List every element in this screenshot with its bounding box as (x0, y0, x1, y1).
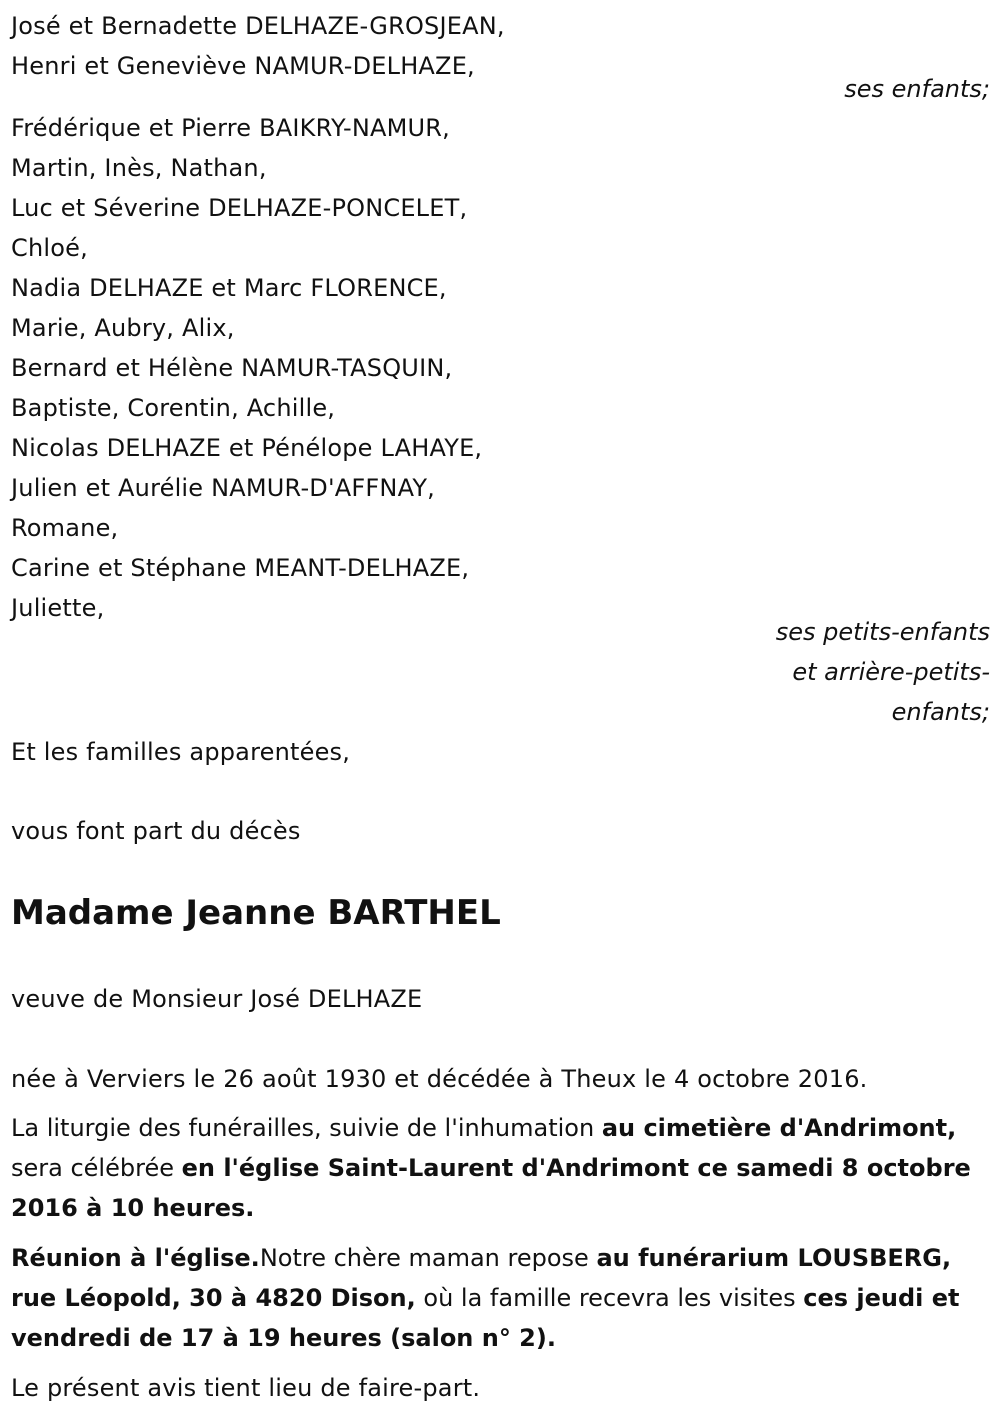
grandchildren-line-2: Martin, Inès, Nathan, (11, 154, 267, 182)
grandchildren-caption-1: ses petits-enfants (775, 618, 990, 646)
closing-note: Le présent avis tient lieu de faire-part. (11, 1374, 481, 1402)
grandchildren-line-9: Nicolas DELHAZE et Pénélope LAHAYE, (11, 434, 483, 462)
funeral-text-2: sera célébrée (11, 1154, 182, 1182)
grandchildren-line-6: Marie, Aubry, Alix, (11, 314, 235, 342)
deceased-name: Madame Jeanne BARTHEL (11, 893, 501, 933)
related-families: Et les familles apparentées, (11, 738, 351, 766)
visit-hours: ces jeudi et vendredi de 17 à 19 heures (salon n° 2). (11, 1284, 960, 1352)
funeral-church-date: en l'église Saint-Laurent d'Andrimont ce samedi 8 octobre 2016 à 10 heures. (11, 1154, 971, 1222)
grandchildren-line-4: Chloé, (11, 234, 88, 262)
funeral-cemetery: au cimetière d'Andrimont, (601, 1114, 957, 1142)
widow-of: veuve de Monsieur José DELHAZE (11, 985, 423, 1013)
funeral-paragraph (11, 1108, 996, 1228)
grandchildren-line-13: Juliette, (11, 594, 105, 622)
grandchildren-line-1: Frédérique et Pierre BAIKRY-NAMUR, (11, 114, 450, 142)
funeral-text-1: La liturgie des funérailles, suivie de l'inhumation (11, 1114, 602, 1142)
visit-text-2: où la famille recevra les visites (415, 1284, 804, 1312)
children-line-1: José et Bernadette DELHAZE-GROSJEAN, (11, 12, 505, 40)
birth-death-info: née à Verviers le 26 août 1930 et décédée à Theux le 4 octobre 2016. (11, 1065, 868, 1093)
visit-text-1: Notre chère maman repose (259, 1244, 597, 1272)
visit-meeting: Réunion à l'église. (11, 1244, 260, 1272)
grandchildren-line-12: Carine et Stéphane MEANT-DELHAZE, (11, 554, 470, 582)
children-line-2: Henri et Geneviève NAMUR-DELHAZE, (11, 52, 475, 80)
grandchildren-line-10: Julien et Aurélie NAMUR-D'AFFNAY, (11, 474, 436, 502)
grandchildren-line-7: Bernard et Hélène NAMUR-TASQUIN, (11, 354, 453, 382)
grandchildren-line-8: Baptiste, Corentin, Achille, (11, 394, 336, 422)
announcement: vous font part du décès (11, 817, 301, 845)
children-caption: ses enfants; (844, 75, 990, 103)
grandchildren-caption-3: enfants; (891, 698, 990, 726)
grandchildren-line-3: Luc et Séverine DELHAZE-PONCELET, (11, 194, 468, 222)
grandchildren-line-5: Nadia DELHAZE et Marc FLORENCE, (11, 274, 447, 302)
visit-paragraph (11, 1238, 996, 1358)
grandchildren-caption-2: et arrière-petits- (792, 658, 990, 686)
grandchildren-line-11: Romane, (11, 514, 119, 542)
visit-funeral-home: au funérarium LOUSBERG, rue Léopold, 30 à 4820 Dison, (11, 1244, 952, 1312)
